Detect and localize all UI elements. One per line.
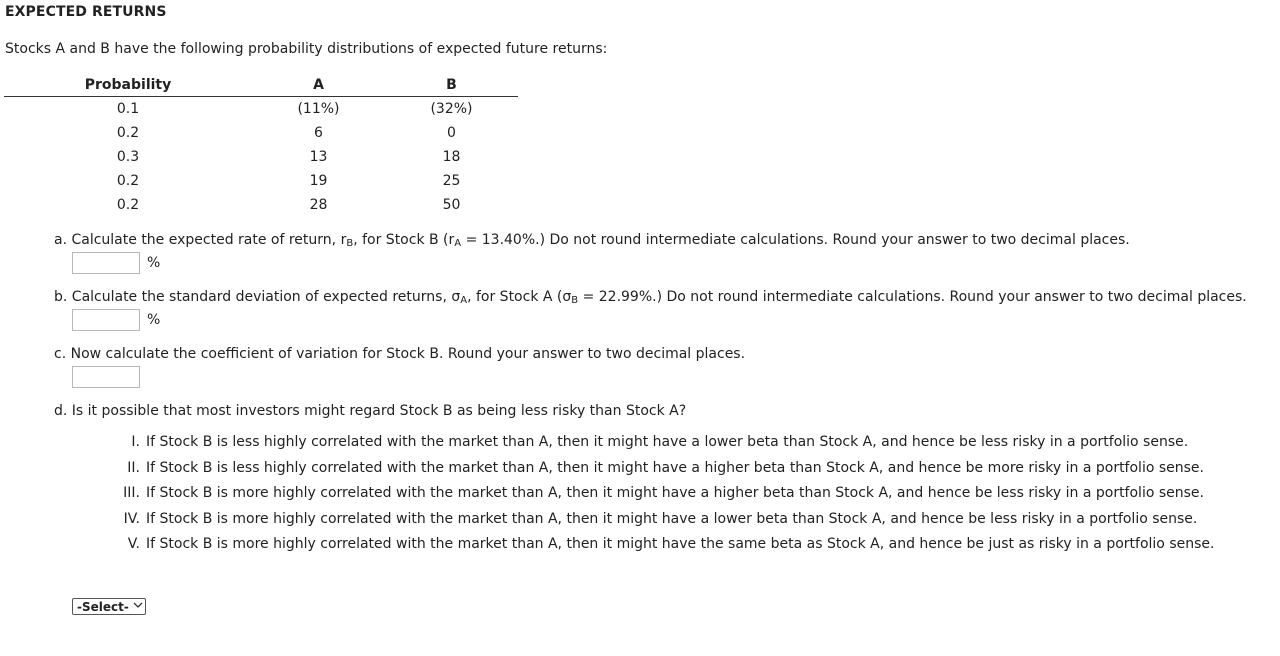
answer-b — [72, 309, 160, 331]
table-header-row — [4, 74, 518, 97]
option-text: If Stock B is less highly correlated with the market than A, then it might have a higher beta than Stock A, and hence be more risky in a portfolio sense. — [146, 459, 1204, 476]
table-row — [4, 121, 518, 145]
stock-b-cell: 0 — [447, 125, 456, 141]
question-d: d. Is it possible that most investors might regard Stock B as being less risky than Stock A? — [54, 403, 687, 419]
select-label: -Select- — [77, 599, 129, 614]
answer-d-select[interactable] — [72, 598, 146, 615]
question-b: b. Calculate the standard deviation of expected returns, $\sigma_A$, for Stock A $(\sigma_B = 22.99\%.)$ Do not round intermediate calculations. Round your answer to two decimal places. — [54, 289, 1247, 306]
stock-a-cell: 19 — [309, 173, 328, 189]
option-text: If Stock B is more highly correlated with the market than A, then it might have the same beta as Stock A, and hence be just as risky in a portfolio sense. — [146, 536, 1215, 553]
table-row — [4, 145, 518, 169]
table-row — [4, 97, 518, 122]
header-stock-b: B — [385, 74, 518, 97]
answer-b-input[interactable] — [72, 309, 140, 331]
option-text: If Stock B is less highly correlated with the market than A, then it might have a lower beta than Stock A, and hence be less risky in a portfolio sense. — [146, 434, 1189, 450]
answer-c — [72, 366, 140, 388]
probability-cell: 0.1 — [116, 101, 140, 117]
answer-options — [108, 434, 1214, 562]
stock-b-cell: 50 — [442, 197, 461, 213]
option-number: IV. — [123, 510, 140, 527]
answer-b-unit: % — [147, 312, 161, 328]
answer-a — [72, 252, 160, 274]
probability-cell: 0.3 — [116, 149, 140, 165]
header-stock-a: A — [252, 74, 385, 97]
table-row — [4, 193, 518, 217]
option-item — [108, 460, 1214, 486]
intro-text: Stocks A and B have the following probability distributions of expected future returns: — [5, 41, 608, 57]
stock-b-cell: (32%) — [430, 101, 473, 117]
option-number: V. — [127, 536, 140, 553]
option-item — [108, 485, 1214, 511]
answer-c-input[interactable] — [72, 366, 140, 388]
probability-cell: 0.2 — [116, 125, 140, 141]
probability-cell: 0.2 — [116, 173, 140, 189]
option-text: If Stock B is more highly correlated with the market than A, then it might have a lower beta than Stock A, and hence be less risky in a portfolio sense. — [146, 510, 1198, 527]
distribution-table — [4, 74, 518, 217]
page-title: EXPECTED RETURNS — [5, 4, 167, 20]
option-number: I. — [131, 434, 140, 450]
stock-b-cell: 25 — [442, 173, 461, 189]
option-number: II. — [127, 459, 140, 476]
question-c: c. Now calculate the coefficient of variation for Stock B. Round your answer to two decimal places. — [54, 346, 746, 362]
option-number: III. — [123, 485, 140, 502]
stock-a-cell: 28 — [309, 197, 328, 213]
option-text: If Stock B is more highly correlated with the market than A, then it might have a higher beta than Stock A, and hence be less risky in a portfolio sense. — [146, 485, 1204, 502]
table-row — [4, 169, 518, 193]
probability-cell: 0.2 — [116, 197, 140, 213]
stock-a-cell: 13 — [309, 149, 328, 165]
option-item — [108, 536, 1214, 562]
option-item — [108, 511, 1214, 537]
stock-b-cell: 18 — [442, 149, 461, 165]
header-probability: Probability — [4, 74, 252, 97]
question-a: a. Calculate the expected rate of return, $r_B$, for Stock B $(r_A = 13.40\%.)$ Do not round intermediate calculations. Round your answer to two decimal places. — [54, 232, 1130, 249]
stock-a-cell: 6 — [314, 125, 323, 141]
chevron-down-icon — [133, 601, 143, 612]
option-item — [108, 434, 1214, 460]
stock-a-cell: (11%) — [297, 101, 340, 117]
answer-a-input[interactable] — [72, 252, 140, 274]
answer-a-unit: % — [147, 255, 161, 271]
